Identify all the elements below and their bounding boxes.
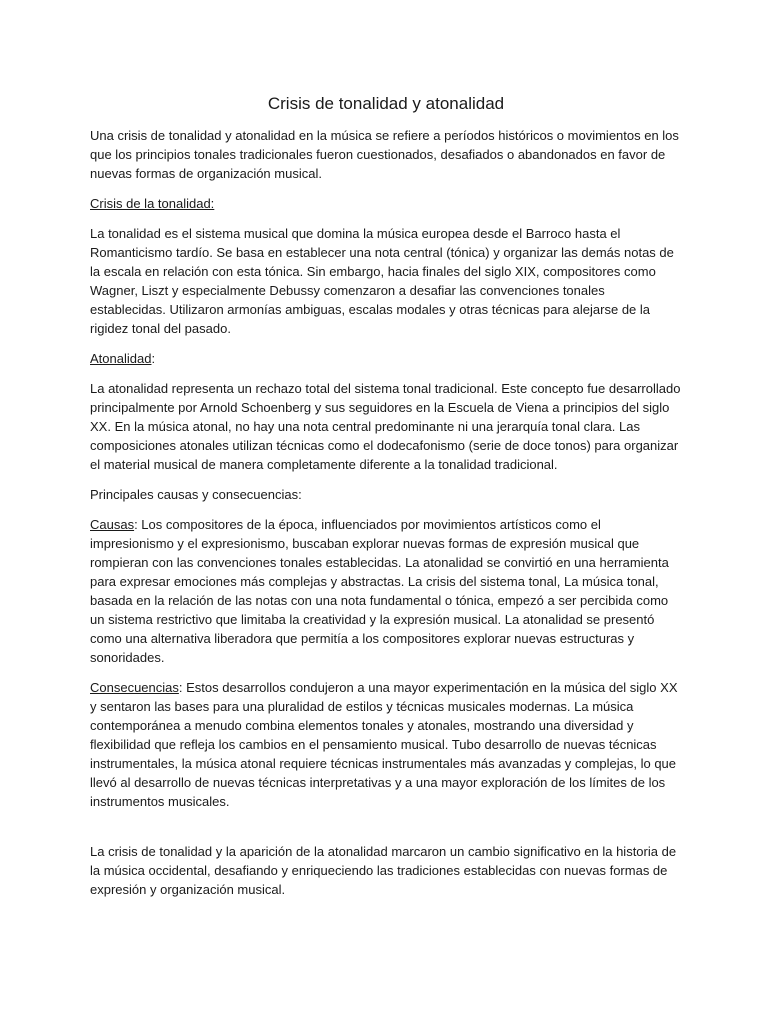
conclusion-paragraph: La crisis de tonalidad y la aparición de la atonalidad marcaron un cambio significativo en la historia de la música occidental, desafiando y enriqueciendo las tradiciones establecidas con nuevas formas de expresión y organización musical. xyxy=(90,844,677,897)
section-heading-atonality-colon: : xyxy=(151,351,156,366)
section-heading-causes-consequences: Principales causas y consecuencias: xyxy=(90,487,302,502)
document-title: Crisis de tonalidad y atonalidad xyxy=(267,94,505,113)
causes-body: : Los compositores de la época, influenciados por movimientos artísticos como el impresionismo y el expresionismo, buscaban explorar nuevas formas de expresión musical que rompieran con las convenciones tonales establecidas. La atonalidad se convirtió en una herramienta para expresar emociones más complejas y abstractas. La crisis del sistema tonal, La música tonal, basada en la relación de las notas con una nota fundamental o tónica, empezó a ser percibida como un sistema restrictivo que limitaba la creatividad y la expresión musical. La atonalidad se presentó como una alternativa liberadora que permitía a los compositores explorar nuevas estructuras y sonoridades. xyxy=(90,517,669,665)
section-heading-atonality-text: Atonalidad xyxy=(90,351,152,366)
section-heading-crisis xyxy=(90,194,682,213)
document-page xyxy=(90,93,682,910)
causes-label: Causas xyxy=(90,517,135,532)
consequences-body: : Estos desarrollos condujeron a una mayor experimentación en la música del siglo XX y sentaron las bases para una pluralidad de estilos y técnicas musicales modernas. La música contemporánea a menudo combina elementos tonales y atonales, mostrando una diversidad y flexibilidad que refleja los cambios en el pensamiento musical. Tubo desarrollo de nuevas técnicas instrumentales, la música atonal requiere técnicas instrumentales más avanzadas y complejas, lo que llevó al desarrollo de nuevas técnicas interpretativas y a una mayor exploración de los límites de los instrumentos musicales. xyxy=(90,680,678,809)
section-heading-crisis-text: Crisis de la tonalidad: xyxy=(90,196,215,211)
section-heading-atonality xyxy=(90,349,682,368)
crisis-paragraph: La tonalidad es el sistema musical que domina la música europea desde el Barroco hasta el Romanticismo tardío. Se basa en establecer una nota central (tónica) y organizar las demás notas de la escala en relación con esta tónica. Sin embargo, hacia finales del siglo XIX, compositores como Wagner, Liszt y especialmente Debussy comenzaron a desafiar las convenciones tonales establecidas. Utilizaron armonías ambiguas, escalas modales y otras técnicas para alejarse de la rigidez tonal del pasado. xyxy=(90,226,674,336)
causes-paragraph xyxy=(90,515,682,667)
consequences-label: Consecuencias xyxy=(90,680,179,695)
blank-line xyxy=(90,822,682,842)
intro-paragraph: Una crisis de tonalidad y atonalidad en la música se refiere a períodos históricos o movimientos en los que los principios tonales tradicionales fueron cuestionados, desafiados o abandonados en favor de nuevas formas de organización musical. xyxy=(90,128,679,181)
atonality-paragraph: La atonalidad representa un rechazo total del sistema tonal tradicional. Este concepto fue desarrollado principalmente por Arnold Schoenberg y sus seguidores en la Escuela de Viena a principios del siglo XX. En la música atonal, no hay una nota central predominante ni una jerarquía tonal clara. Las composiciones atonales utilizan técnicas como el dodecafonismo (serie de doce tonos) para organizar el material musical de manera completamente diferente a la tonalidad tradicional. xyxy=(90,381,681,472)
consequences-paragraph xyxy=(90,678,682,811)
